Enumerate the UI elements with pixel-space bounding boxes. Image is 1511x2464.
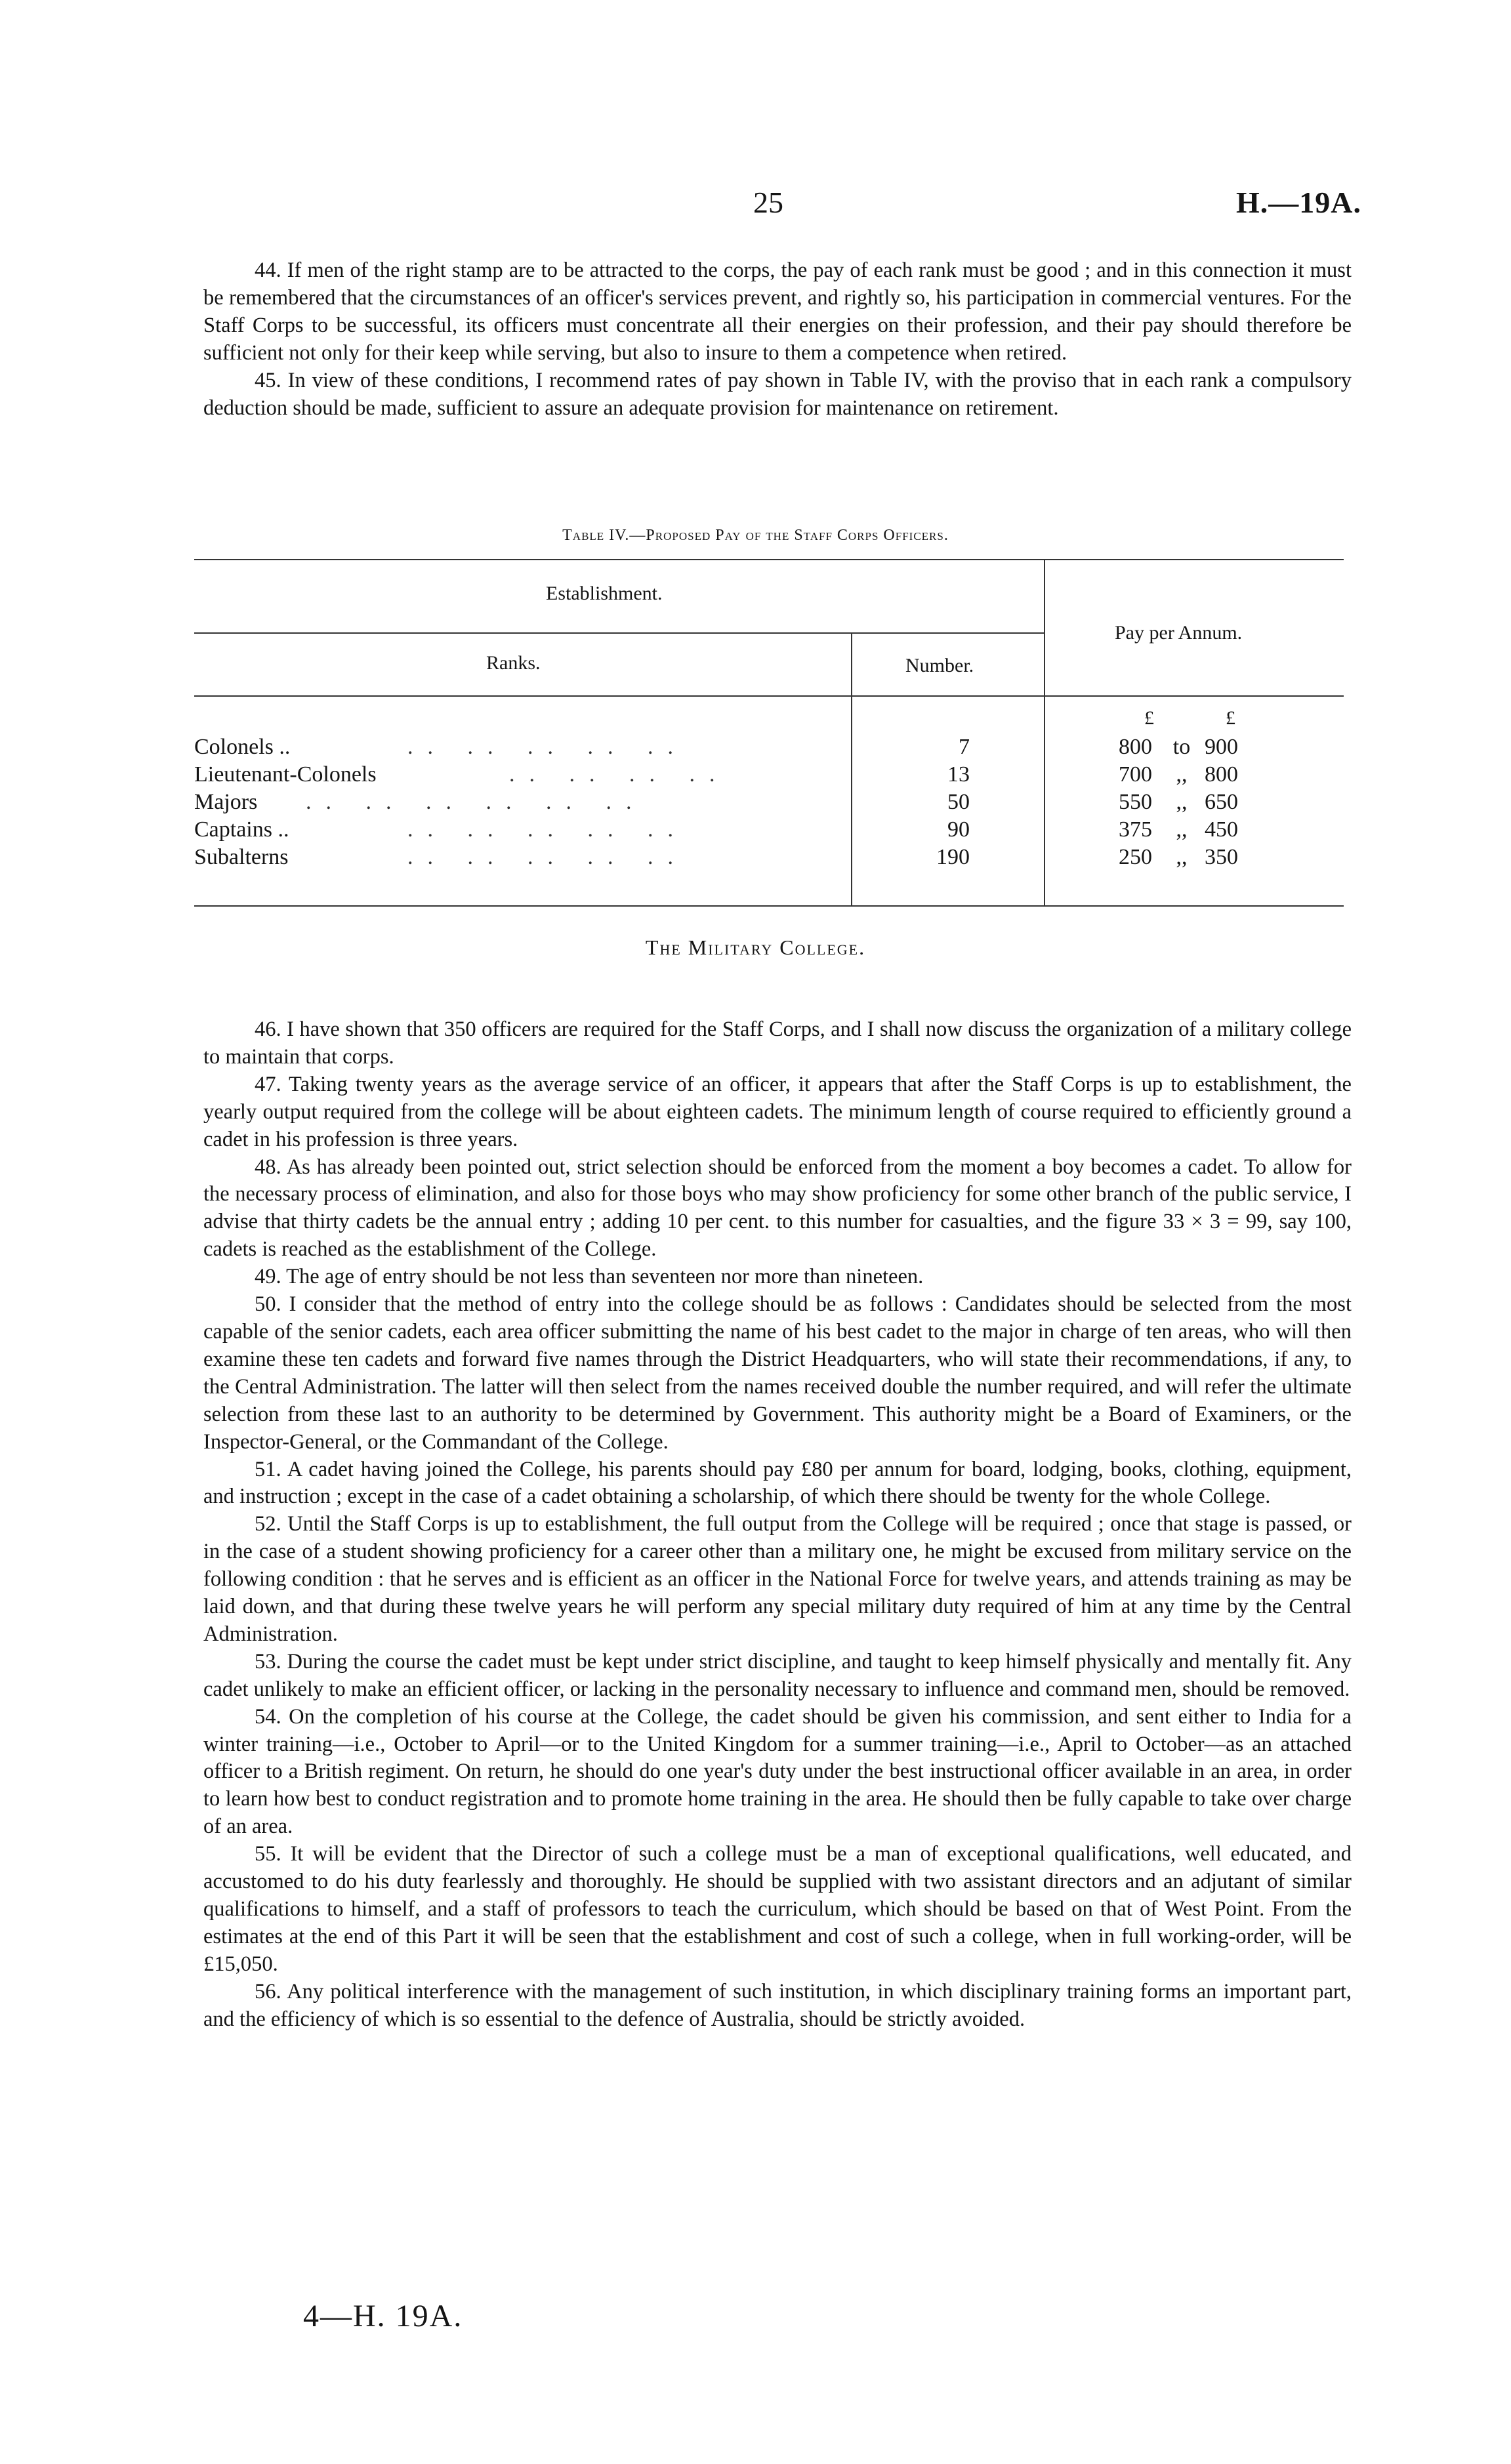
paragraph-47: 47. Taking twenty years as the average service of an officer, it appears that after the Staff Corps is up to establishment, the yearly output required from the college will be about eighteen cadets. The minimum length of course required to efficiently ground a cadet in his profession is three years.: [203, 1072, 1352, 1151]
paragraph-55: 55. It will be evident that the Director of such a college must be a man of exceptional qualifications, well educated, and accustomed to do his duty fearlessly and thoroughly. He should be supplied with two assistant directors and an adjutant of similar qualifications to himself, and a staff of professors to teach the curriculum, which should be based on that of West Point. From the estimates at the end of this Part it will be seen that the establishment and cost of such a college, when in full working-order, will be £15,050.: [203, 1842, 1352, 1976]
number-cell: 7: [959, 735, 970, 759]
currency-to: £: [1226, 707, 1235, 729]
table-bottom-rule: [194, 905, 1344, 907]
paragraph-45: 45. In view of these conditions, I recommend rates of pay shown in Table IV, with the proviso that in each rank a compulsory deduction should be made, sufficient to assure an adequate provision for maintenance on retirement.: [203, 368, 1352, 420]
header-ranks: Ranks.: [486, 652, 541, 674]
rank-cell: Colonels ..: [194, 735, 291, 759]
paragraph-44: 44. If men of the right stamp are to be attracted to the corps, the pay of each rank must be good ; and in this connection it must be remembered that the circumstances of an officer's services prevent, and rightly so, his participation in commercial ventures. For the Staff Corps to be successful, its officers must concentrate all their energies on their profession, and their pay should therefore be sufficient not only for their keep while serving, but also to insure to them a competence when retired.: [203, 258, 1352, 365]
pay-from-cell: 550: [1119, 790, 1152, 814]
pay-to-cell: 450: [1205, 817, 1238, 842]
pay-to-cell: 800: [1205, 762, 1238, 787]
dot-leaders: .. .. .. .. ..: [407, 845, 688, 869]
table-row: [194, 735, 1344, 762]
paragraph-54: 54. On the completion of his course at the College, the cadet should be given his commission, and sent either to India for a winter training—i.e., October to April—or to the United Kingdom for a summer training—i.e., April to October—as an attached officer to a British regiment. On return, he should do one year's duty under the best instructional officer available in an area, in order to learn how best to conduct registration and to promote home training in the area. He should then be fully capable to take over charge of an area.: [203, 1704, 1352, 1839]
paragraph-50: 50. I consider that the method of entry into the college should be as follows : Candidates should be selected from the most capable of the senior cadets, each area officer submitting the name of his best cadet to the major in charge of ten areas, who will then examine these ten cadets and forward five names through the District Headquarters, who will state their recommendations, if any, to the Central Administration. The latter will then select from the names received double the number required, and will refer the ultimate selection from these last to an authority to be determined by Government. This authority might be a Board of Examiners, or the Inspector-General, or the Commandant of the College.: [203, 1292, 1352, 1454]
dot-leaders: .. .. .. .. ..: [407, 735, 688, 759]
rank-cell: Lieutenant-Colonels: [194, 762, 377, 787]
header-bottom-rule: [194, 695, 1344, 697]
paragraph-46: 46. I have shown that 350 officers are required for the Staff Corps, and I shall now discuss the organization of a military college to maintain that corps.: [203, 1017, 1352, 1069]
dot-leaders: .. .. .. ..: [509, 762, 730, 787]
paragraph-52: 52. Until the Staff Corps is up to establishment, the full output from the College will be required ; once that stage is passed, or in the case of a student showing proficiency for a career other than a military one, he might be excused from military service on the following condition : that he serves and is efficient as an officer in the National Force for twelve years, and attends training as may be laid down, and that during these twelve years he will perform any special military duty required of him at any time by the Central Administration.: [203, 1512, 1352, 1646]
currency-from: £: [1144, 707, 1154, 729]
dot-leaders: .. .. .. .. .. ..: [306, 790, 646, 814]
rank-cell: Majors: [194, 790, 258, 814]
paragraph-51: 51. A cadet having joined the College, his parents should pay £80 per annum for board, lodging, books, clothing, equipment, and instruction ; except in the case of a cadet obtaining a scholarship, of which there should be twenty for the whole College.: [203, 1457, 1352, 1509]
table-row: [194, 845, 1344, 873]
table-row: [194, 817, 1344, 845]
pay-separator: ,,: [1176, 817, 1188, 842]
number-cell: 190: [936, 845, 970, 869]
dot-leaders: .. .. .. .. ..: [407, 817, 688, 842]
table-row: [194, 762, 1344, 790]
section-heading: The Military College.: [645, 935, 866, 959]
pay-to-cell: 650: [1205, 790, 1238, 814]
establishment-rule: [194, 632, 1044, 634]
pay-from-cell: 700: [1119, 762, 1152, 787]
pay-from-cell: 375: [1119, 817, 1152, 842]
table-row: [194, 790, 1344, 817]
page-header: [0, 185, 1511, 224]
rank-cell: Captains ..: [194, 817, 289, 842]
document-code: H.—19A.: [1236, 186, 1361, 219]
pay-separator: ,,: [1176, 845, 1188, 869]
number-cell: 90: [947, 817, 970, 842]
paragraph-48: 48. As has already been pointed out, strict selection should be enforced from the moment a boy becomes a cadet. To allow for the necessary process of elimination, and also for those boys who may show proficiency for some other branch of the public service, I advise that thirty cadets be the annual entry ; adding 10 per cent. to this number for casualties, and the figure 33 × 3 = 99, say 100, cadets is reached as the establishment of the College.: [203, 1155, 1352, 1262]
header-number: Number.: [905, 655, 974, 676]
page-number: 25: [753, 186, 783, 219]
paragraph-56: 56. Any political interference with the management of such institution, in which disciplinary training forms an important part, and the efficiency of which is so essential to the defence of Australia, should be strictly avoided.: [203, 1979, 1352, 2031]
paragraphs-military-college: [203, 1016, 1352, 2034]
pay-to-cell: 900: [1205, 735, 1238, 759]
paragraphs-before-table: [203, 257, 1352, 422]
pay-separator: ,,: [1176, 762, 1188, 787]
pay-from-cell: 250: [1119, 845, 1152, 869]
paragraph-49: 49. The age of entry should be not less than seventeen nor more than nineteen.: [255, 1265, 924, 1289]
header-establishment: Establishment.: [546, 583, 663, 604]
pay-from-cell: 800: [1119, 735, 1152, 759]
header-pay-per-annum: Pay per Annum.: [1115, 622, 1243, 644]
pay-separator: to: [1172, 735, 1191, 759]
rank-cell: Subalterns: [194, 845, 289, 869]
paragraph-53: 53. During the course the cadet must be kept under strict discipline, and taught to keep himself physically and mentally fit. Any cadet unlikely to make an efficient officer, or lacking in the personality necessary to influence and command men, should be removed.: [203, 1649, 1352, 1701]
pay-separator: ,,: [1176, 790, 1188, 814]
table-top-rule: [194, 559, 1344, 560]
pay-to-cell: 350: [1205, 845, 1238, 869]
number-cell: 13: [947, 762, 970, 787]
pay-table: [194, 559, 1344, 908]
table-caption: Table IV.—Proposed Pay of the Staff Corps Officers.: [562, 527, 949, 544]
footer-signature: 4—H. 19A.: [303, 2299, 463, 2333]
number-cell: 50: [947, 790, 970, 814]
